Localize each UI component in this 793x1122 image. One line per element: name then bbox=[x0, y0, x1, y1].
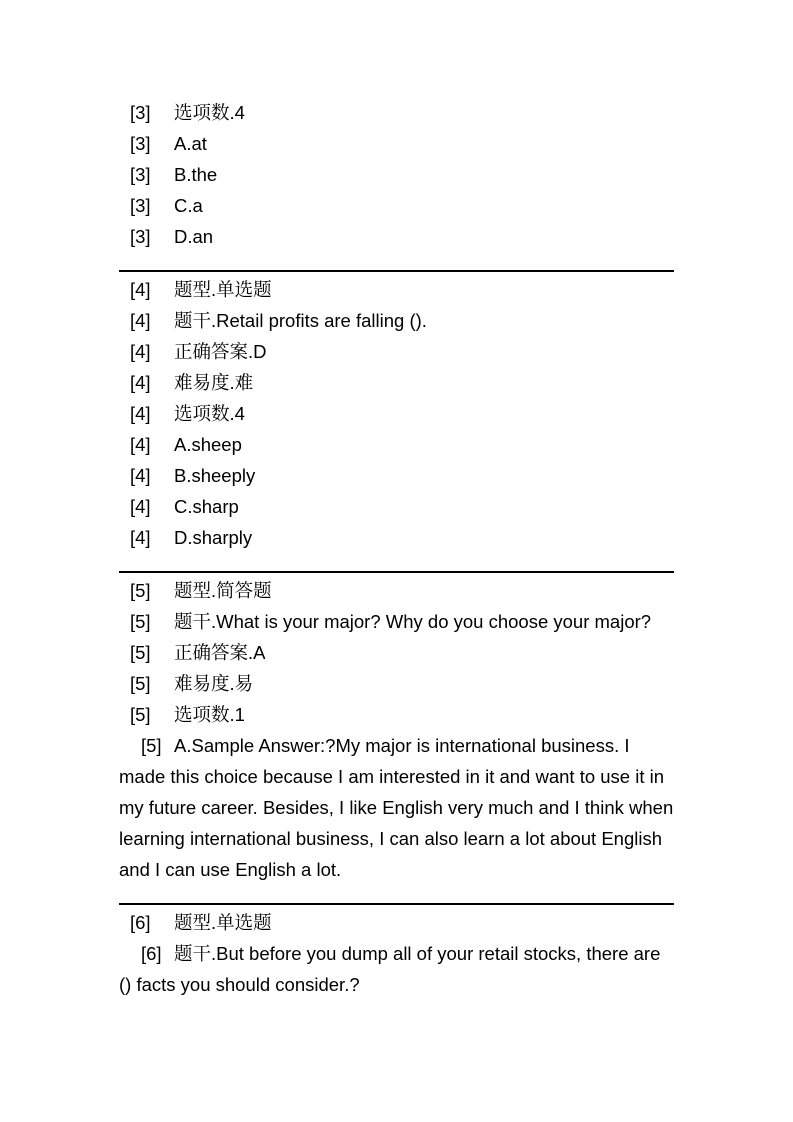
question-block-4 bbox=[119, 274, 674, 553]
section-divider bbox=[119, 571, 674, 573]
sample-answer-paragraph bbox=[119, 730, 674, 885]
line-option-c bbox=[119, 190, 674, 221]
line-text: D.sharply bbox=[174, 527, 253, 548]
question-number: [5] bbox=[130, 673, 151, 694]
question-number: [6] bbox=[141, 943, 162, 964]
question-number: [3] bbox=[130, 133, 151, 154]
question-number: [5] bbox=[130, 580, 151, 601]
question-block-5 bbox=[119, 575, 674, 885]
line-options-count bbox=[119, 699, 674, 730]
line-text: C.a bbox=[174, 195, 203, 216]
line-question-type bbox=[119, 274, 674, 305]
question-number: [4] bbox=[130, 279, 151, 300]
line-option-d bbox=[119, 522, 674, 553]
document-content bbox=[119, 97, 674, 1000]
question-number: [3] bbox=[130, 102, 151, 123]
line-options-count bbox=[119, 398, 674, 429]
line-correct-answer bbox=[119, 336, 674, 367]
question-number: [5] bbox=[130, 611, 151, 632]
question-block-3 bbox=[119, 97, 674, 252]
line-option-a bbox=[119, 128, 674, 159]
question-number: [4] bbox=[130, 341, 151, 362]
line-text: 题型.单选题 bbox=[174, 279, 272, 300]
line-question-stem bbox=[119, 606, 674, 637]
line-question-stem bbox=[119, 305, 674, 336]
line-text: 题型.单选题 bbox=[174, 912, 272, 933]
question-number: [4] bbox=[130, 434, 151, 455]
question-number: [5] bbox=[130, 642, 151, 663]
line-text: C.sharp bbox=[174, 496, 239, 517]
paragraph-text: A.Sample Answer:?My major is international business. I made this choice because I am interested in it and want to use it in my future career. Besides, I like English very much and I think when learning international business, I can also learn a lot about English and I can use English a lot. bbox=[119, 735, 674, 880]
line-option-c bbox=[119, 491, 674, 522]
question-stem-paragraph bbox=[119, 938, 674, 1000]
line-option-a bbox=[119, 429, 674, 460]
line-text: 题干.What is your major? Why do you choose your major? bbox=[174, 611, 652, 632]
question-number: [4] bbox=[130, 403, 151, 424]
line-correct-answer bbox=[119, 637, 674, 668]
question-number: [4] bbox=[130, 527, 151, 548]
question-number: [3] bbox=[130, 226, 151, 247]
line-text: 题干.Retail profits are falling (). bbox=[174, 310, 427, 331]
line-text: 选项数.1 bbox=[174, 704, 245, 725]
line-text: 选项数.4 bbox=[174, 102, 245, 123]
question-number: [4] bbox=[130, 465, 151, 486]
question-number: [4] bbox=[130, 372, 151, 393]
question-number: [5] bbox=[130, 704, 151, 725]
question-number: [4] bbox=[130, 310, 151, 331]
line-text: B.sheeply bbox=[174, 465, 256, 486]
line-option-b bbox=[119, 460, 674, 491]
line-option-b bbox=[119, 159, 674, 190]
line-text: A.at bbox=[174, 133, 207, 154]
question-number: [4] bbox=[130, 496, 151, 517]
line-difficulty bbox=[119, 367, 674, 398]
line-options-count bbox=[119, 97, 674, 128]
line-question-type bbox=[119, 575, 674, 606]
section-divider bbox=[119, 270, 674, 272]
paragraph-text: 题干.But before you dump all of your retail stocks, there are () facts you should consider.? bbox=[119, 943, 661, 995]
line-text: 难易度.难 bbox=[174, 372, 254, 393]
line-text: D.an bbox=[174, 226, 214, 247]
question-number: [3] bbox=[130, 164, 151, 185]
line-text: B.the bbox=[174, 164, 218, 185]
line-text: 正确答案.D bbox=[174, 341, 267, 362]
line-text: A.sheep bbox=[174, 434, 242, 455]
question-number: [3] bbox=[130, 195, 151, 216]
section-divider bbox=[119, 903, 674, 905]
line-difficulty bbox=[119, 668, 674, 699]
line-text: 难易度.易 bbox=[174, 673, 254, 694]
question-number: [6] bbox=[130, 912, 151, 933]
line-text: 题型.简答题 bbox=[174, 580, 272, 601]
question-block-6 bbox=[119, 907, 674, 1000]
question-number: [5] bbox=[141, 735, 162, 756]
line-option-d bbox=[119, 221, 674, 252]
line-question-type bbox=[119, 907, 674, 938]
line-text: 正确答案.A bbox=[174, 642, 266, 663]
line-text: 选项数.4 bbox=[174, 403, 245, 424]
